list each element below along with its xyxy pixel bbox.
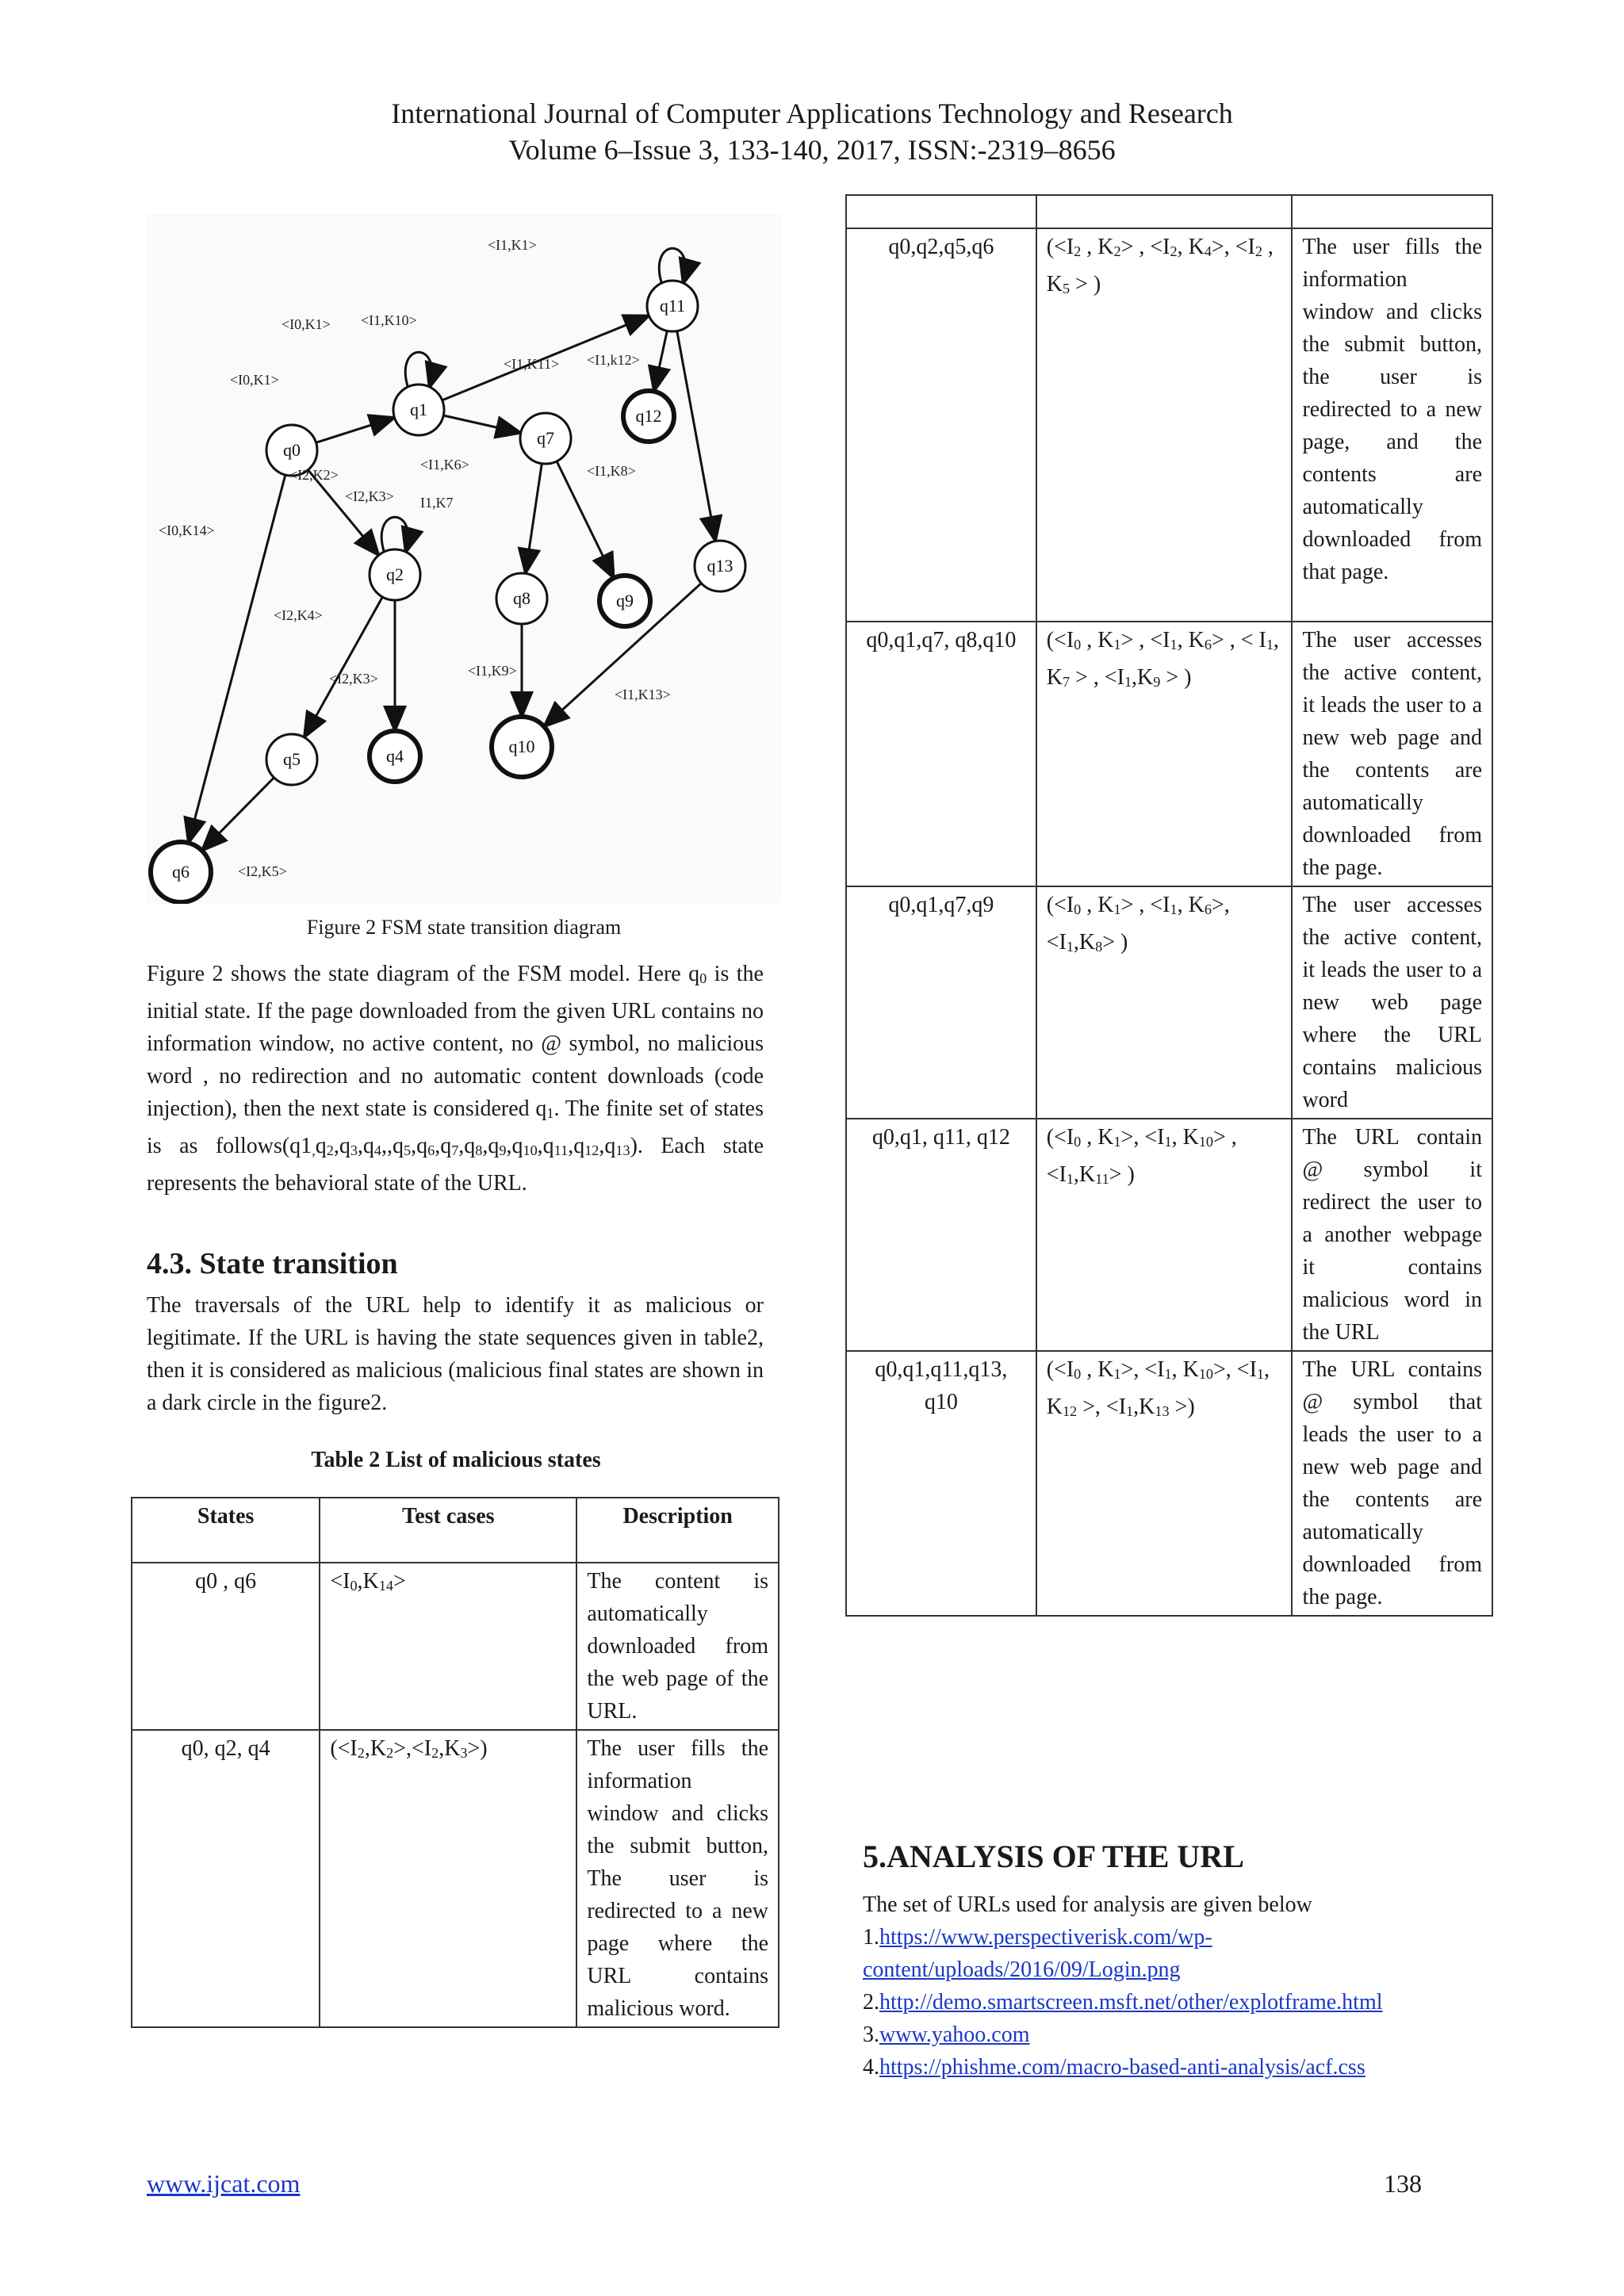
state-label-q13: q13 — [707, 556, 733, 576]
state-label-q8: q8 — [513, 588, 530, 608]
cell-test-cases: ($<I_0$ , $K_1>$, $<I_1$, $K_{10}>$ , $<I_1,K_{11}>$ ) — [1036, 1119, 1293, 1351]
transition-label: <I2,K2> — [289, 467, 339, 483]
state-label-q5: q5 — [283, 749, 301, 769]
transition-label: <I0,K1> — [230, 372, 279, 388]
url-link[interactable]: http://demo.smartscreen.msft.net/other/explotframe.html — [879, 1990, 1383, 2015]
url-item: 3.www.yahoo.com — [863, 2022, 1030, 2047]
url-link[interactable]: https://phishme.com/macro-based-anti-analysis/acf.css — [879, 2055, 1365, 2080]
table-row — [846, 228, 1492, 622]
transition-label: <I2,K5> — [238, 863, 287, 879]
journal-volume: Volume 6–Issue 3, 133-140, 2017, ISSN:-2319–8656 — [508, 134, 1116, 166]
url-list — [863, 1921, 1497, 2084]
cell-test-cases: $(<I_2,K_2>,<I_2,K_3>)$ — [320, 1730, 576, 2027]
state-label-q12: q12 — [635, 406, 662, 426]
url-link[interactable]: https://www.perspectiverisk.com/wp-content/uploads/2016/09/Login.png — [863, 1925, 1212, 1982]
cell-states: q0 , q6 — [132, 1563, 320, 1730]
cell-test-cases: ($<I_2$ , $K_2>$ , $<I_2$, $K_4>$, $<I_2$ , $K_5$ > ) — [1036, 228, 1293, 622]
header-description: Description — [576, 1498, 779, 1563]
cell-description: The user fills the information window and clicks the submit button, The user is redirected to a new page where the URL contains malicious word. — [576, 1730, 779, 2027]
transition-label: <I1,K1> — [488, 237, 537, 253]
table-row — [132, 1563, 779, 1730]
journal-header — [0, 95, 1624, 168]
table-row — [846, 1351, 1492, 1616]
state-label-q2: q2 — [386, 564, 404, 584]
header-states: States — [132, 1498, 320, 1563]
header-test-cases: Test cases — [320, 1498, 576, 1563]
section-heading-analysis: 5.ANALYSIS OF THE URL — [863, 1839, 1244, 1874]
url-link[interactable]: www.yahoo.com — [879, 2022, 1030, 2047]
transition-label: <I0,K1> — [282, 316, 331, 332]
cell-description: The URL contain @ symbol it redirect the user to a another webpage it contains malicious word in the URL — [1292, 1119, 1492, 1351]
url-item: 1.https://www.perspectiverisk.com/wp-content/uploads/2016/09/Login.png — [863, 1925, 1212, 1982]
figure-caption: Figure 2 FSM state transition diagram — [306, 916, 622, 939]
state-label-q9: q9 — [616, 591, 634, 610]
transition-label: <I1,K13> — [615, 687, 671, 702]
url-item: 2.http://demo.smartscreen.msft.net/other/explotframe.html — [863, 1990, 1383, 2015]
cell-description: The user accesses the active content, it leads the user to a new web page and the contents are automatically downloaded from the page. — [1292, 622, 1492, 886]
cell-states: q0,q1,q11,q13, q10 — [846, 1351, 1036, 1616]
table-empty-header-row — [846, 195, 1492, 228]
cell-test-cases: $<I_0,K_{14}>$ — [320, 1563, 576, 1730]
state-label-q6: q6 — [172, 862, 190, 882]
table-row — [132, 1730, 779, 2027]
cell-states: q0,q1,q7,q9 — [846, 886, 1036, 1119]
transition-label: <I2,K3> — [345, 488, 394, 504]
state-label-q7: q7 — [537, 428, 554, 448]
cell-states: q0,q1,q7, q8,q10 — [846, 622, 1036, 886]
malicious-states-table-part1 — [131, 1497, 779, 2028]
state-label-q0: q0 — [283, 440, 301, 460]
cell-test-cases: ($<I_0$ , $K_1>$ , $<I_1$, $K_6>$ , < $I_1$, $K_7$ > , $<I_1,K_9$ > ) — [1036, 622, 1293, 886]
transition-label: I1,K7 — [420, 495, 454, 511]
page-number: 138 — [1384, 2169, 1422, 2198]
state-label-q4: q4 — [386, 746, 404, 766]
transition-label: <I1,K8> — [587, 463, 636, 479]
cell-states: q0,q1, q11, q12 — [846, 1119, 1036, 1351]
transition-label: <I1,K9> — [468, 663, 517, 679]
urls-intro-text: The set of URLs used for analysis are given below — [863, 1892, 1312, 1917]
transition-label: <I2,K3> — [329, 671, 378, 687]
state-label-q11: q11 — [659, 296, 686, 316]
transition-label: <I0,K14> — [159, 522, 215, 538]
state-label-q10: q10 — [508, 737, 535, 756]
transition-label: <I1,K11> — [504, 356, 560, 372]
table-row — [846, 886, 1492, 1119]
url-item: 4.https://phishme.com/macro-based-anti-analysis/acf.css — [863, 2055, 1365, 2080]
state-label-q1: q1 — [410, 400, 427, 419]
malicious-states-table-part2 — [845, 194, 1493, 1617]
cell-description: The content is automatically downloaded from the web page of the URL. — [576, 1563, 779, 1730]
paragraph-fsm-description: Figure 2 shows the state diagram of the FSM model. Here $q_0$ is the initial state. If the page downloaded from the given URL contains no information window, no active content, no @ symbol, no malicious word , no redirection and no automatic content downloads (code injection), then the next state is considered $q_1$. The finite set of states is as $follows(q1_,q_2,q_3,q_4,,q_5,q_6,q_7,q_8,q_9,q_{10},q_{11},q_{12},q_{13})$. Each state represents the behavioral state of the URL. — [147, 962, 764, 1196]
cell-description: The URL contains @ symbol that leads the user to a new web page and the contents are automatically downloaded from the page. — [1292, 1351, 1492, 1616]
transition-label: <I1,K10> — [361, 312, 417, 328]
fsm-diagram-svg — [147, 214, 781, 904]
cell-states: q0,q2,q5,q6 — [846, 228, 1036, 622]
table-header-row — [132, 1498, 779, 1563]
transition-label: <I1,k12> — [587, 352, 640, 368]
section-heading-state-transition: 4.3. State transition — [147, 1247, 398, 1280]
fsm-diagram — [147, 214, 781, 904]
table-row — [846, 1119, 1492, 1351]
table-caption: Table 2 List of malicious states — [311, 1448, 601, 1472]
cell-test-cases: ($<I_0$ , $K_1>$ , $<I_1$, $K_6>$, $<I_1,K_8>$ ) — [1036, 886, 1293, 1119]
cell-description: The user accesses the active content, it leads the user to a new web page where the URL contains malicious word — [1292, 886, 1492, 1119]
paragraph-state-transition: The traversals of the URL help to identify it as malicious or legitimate. If the URL is having the state sequences given in table2, then it is considered as malicious (malicious final states are shown in a dark circle in the figure2. — [147, 1293, 764, 1415]
cell-states: q0, q2, q4 — [132, 1730, 320, 2027]
cell-test-cases: ($<I_0$ , $K_1>$, $<I_1$, $K_{10}>$, $<I_1$, $K_{12}$ >, $<I_1,K_{13}$ >) — [1036, 1351, 1293, 1616]
footer-site-link[interactable]: www.ijcat.com — [147, 2169, 301, 2198]
transition-label: <I2,K4> — [274, 607, 323, 623]
transition-label: <I1,K6> — [420, 457, 469, 473]
journal-title: International Journal of Computer Applications Technology and Research — [391, 98, 1233, 129]
cell-description: The user fills the information window and clicks the submit button, the user is redirected to a new page, and the contents are automatically downloaded from that page. — [1292, 228, 1492, 622]
table-row — [846, 622, 1492, 886]
